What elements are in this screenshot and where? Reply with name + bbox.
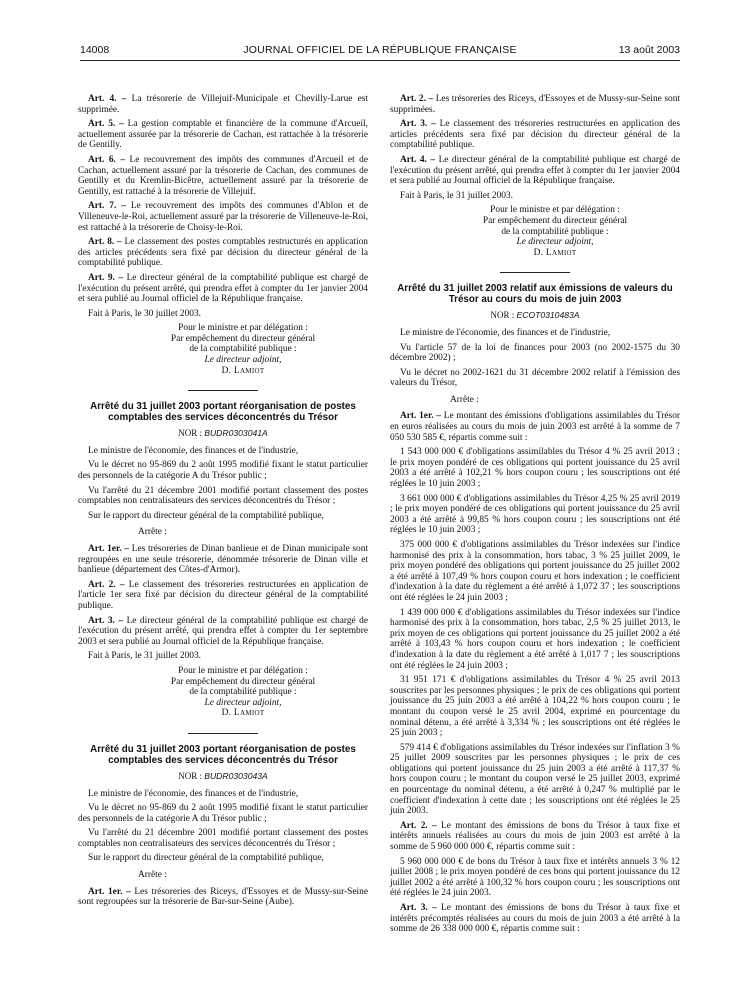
signature-line: Par empêchement du directeur général bbox=[170, 333, 316, 344]
article-label: Art. 5. – bbox=[88, 119, 124, 130]
signature-line: Pour le ministre et par délégation : bbox=[490, 205, 620, 216]
preamble: Sur le rapport du directeur général de la comptabilité publique, bbox=[88, 510, 324, 521]
signatory-title: Le directeur adjoint, bbox=[516, 237, 594, 248]
article-text: Les trésoreries de Dinan banlieue et de Dinan municipale sont regroupées en une seule trésorerie, dénommée trésorerie de Dinan ville et banlieue (département des Côtes-d'Armor). bbox=[78, 544, 369, 576]
issue-date: 13 août 2003 bbox=[618, 44, 680, 56]
article-label: Art. 4. – bbox=[400, 154, 436, 165]
preamble: Le ministre de l'économie, des finances et de l'industrie, bbox=[88, 788, 299, 799]
article-text: Le classement des trésoreries restructurées en application des articles précédents sera fixé par décision du directeur général de la comptabilité publique. bbox=[390, 119, 680, 151]
signing-place-date: Fait à Paris, le 31 juillet 2003. bbox=[88, 651, 202, 662]
journal-title: JOURNAL OFFICIEL DE LA RÉPUBLIQUE FRANÇAISE bbox=[243, 44, 517, 56]
nor-reference bbox=[78, 428, 368, 439]
article-text: Le directeur général de la comptabilité publique est chargé de l'exécution du présent arrêté, qui prendra effet à compter du 1er janvier 2004 et sera publié au Journal officiel de la République française. bbox=[390, 154, 680, 187]
decree-title: Arrêté du 31 juillet 2003 relatif aux émissions de valeurs du Trésor au cours du mois de juin 2003 bbox=[397, 283, 673, 306]
article-5 bbox=[78, 119, 368, 151]
preamble: Vu l'arrêté du 21 décembre 2001 modifié portant classement des postes comptables non centralisateurs des services déconcentrés du Trésor ; bbox=[78, 828, 368, 849]
article-label: Art. 2. – bbox=[88, 579, 125, 590]
article-text: Le recouvrement des impôts des communes d'Arcueil et de Cachan, actuellement assuré par la trésorerie de Cachan, des communes de Gentilly et du Kremlin-Bicêtre, actuellement assuré par la trésorerie de Gentilly, est rattaché à la trésorerie de Villejuif. bbox=[78, 154, 368, 197]
preamble: Vu le décret no 2002-1621 du 31 décembre 2002 relatif à l'émission des valeurs du Trésor, bbox=[390, 367, 680, 389]
article-1 bbox=[390, 411, 680, 443]
page-header bbox=[80, 44, 680, 61]
article-label: Art. 4. – bbox=[88, 94, 127, 104]
emission-item: 5 960 000 000 € de bons du Trésor à taux fixe et intérêts annuels 3 % 12 juillet 2008 ; le prix moyen pondéré de ces bons qui portent jouissance du 12 juillet 2002 a été arrêté à 100,32 % hors coupon couru ; les souscriptions ont été réglées le 24 juin 2003. bbox=[390, 856, 680, 899]
signatory-name: D. Lamiot bbox=[221, 708, 265, 719]
article-3 bbox=[390, 119, 680, 151]
article-label: Art. 1er. – bbox=[400, 411, 441, 422]
article-6 bbox=[78, 155, 368, 197]
right-column bbox=[390, 94, 680, 939]
article-label: Art. 3. – bbox=[88, 615, 124, 626]
article-4 bbox=[78, 94, 368, 115]
arrete-heading: Arrête : bbox=[138, 527, 167, 538]
article-1 bbox=[78, 544, 368, 576]
article-4 bbox=[390, 155, 680, 187]
nor-reference bbox=[390, 310, 680, 321]
nor-reference bbox=[78, 771, 368, 782]
article-text: Les trésoreries des Riceys, d'Essoyes et de Mussy-sur-Seine sont supprimées. bbox=[390, 94, 680, 115]
preamble: Le ministre de l'économie, des finances et de l'industrie, bbox=[400, 327, 611, 338]
signatory-name: D. Lamiot bbox=[533, 247, 577, 258]
section-divider bbox=[188, 733, 258, 734]
preamble: Sur le rapport du directeur général de la comptabilité publique, bbox=[88, 853, 324, 864]
article-label: Art. 1er. – bbox=[88, 544, 129, 554]
article-text: Le montant des émissions de bons du Trésor à taux fixe et intérêts annuels réalisées au cours du mois de juin 2003 est arrêté à la somme de 5 960 000 000 €, répartis comme suit : bbox=[390, 820, 681, 853]
page-number: 14008 bbox=[80, 44, 110, 56]
article-text: Les trésoreries des Riceys, d'Essoyes et de Mussy-sur-Seine sont regroupées sur la trésorerie de Bar-sur-Seine (Aube). bbox=[78, 886, 368, 908]
article-text: Le montant des émissions d'obligations assimilables du Trésor en euros réalisées au cours du mois de juin 2003 est arrêté à la somme de 7 050 530 585 €, répartis comme suit : bbox=[390, 411, 680, 443]
article-text: La gestion comptable et financière de la commune d'Arcueil, actuellement assurée par la trésorerie de Cachan, est rattachée à la trésorerie de Gentilly. bbox=[78, 119, 369, 151]
preamble: Vu le décret no 95-869 du 2 août 1995 modifié fixant le statut particulier des personnels de la catégorie A du Trésor public ; bbox=[78, 803, 368, 824]
arrete-heading: Arrête : bbox=[138, 870, 167, 881]
article-2 bbox=[78, 580, 368, 612]
article-label: Art. 8. – bbox=[88, 237, 122, 248]
left-column bbox=[78, 94, 368, 912]
article-text: Le directeur général de la comptabilité publique est chargé de l'exécution du présent arrêté, qui prendra effet à compter du 1er janvier 2004 et sera publié au Journal officiel de la République française. bbox=[78, 272, 368, 305]
article-7 bbox=[78, 201, 368, 233]
signatory-title: Le directeur adjoint, bbox=[204, 697, 282, 708]
article-3 bbox=[390, 903, 680, 935]
nor-code: BUDR0303041A bbox=[204, 428, 268, 439]
article-label: Art. 1er. – bbox=[88, 886, 131, 897]
article-text: Le classement des postes comptables restructurés en application des articles précédents sera fixé par décision du directeur général de la comptabilité publique. bbox=[78, 237, 368, 269]
decree-title: Arrêté du 31 juillet 2003 portant réorganisation de postes comptables des services déconcentrés du Trésor bbox=[90, 401, 356, 424]
emission-item: 1 439 000 000 € d'obligations assimilables du Trésor indexées sur l'indice harmonisé des prix à la consommation, hors tabac, 2,5 % 25 juillet 2013, le prix moyen de ces obligations qui portent jouissance du 25 juillet 2002 a été arrêté à 103,43 % hors coupon couru et hors indexation ; le coefficient d'indexation à la date du règlement a été arrêté à 1,017 7 ; les souscriptions ont été réglées le 24 juin 2003 ; bbox=[390, 607, 680, 671]
signing-place-date: Fait à Paris, le 30 juillet 2003. bbox=[88, 308, 202, 319]
nor-code: ECOT0310483A bbox=[516, 310, 580, 321]
article-label: Art. 6. – bbox=[88, 154, 126, 165]
preamble: Vu l'article 57 de la loi de finances pour 2003 (no 2002-1575 du 30 décembre 2002) ; bbox=[390, 342, 680, 364]
signature-line: Par empêchement du directeur général bbox=[482, 215, 628, 226]
signature-line: Pour le ministre et par délégation : bbox=[178, 665, 308, 676]
section-divider bbox=[188, 390, 258, 391]
article-label: Art. 2. – bbox=[400, 94, 434, 104]
signature-line: de la comptabilité publique : bbox=[189, 344, 297, 355]
article-9 bbox=[78, 273, 368, 305]
article-label: Art. 3. – bbox=[400, 119, 436, 130]
signature-line: de la comptabilité publique : bbox=[189, 687, 297, 698]
article-text: Le directeur général de la comptabilité publique est chargé de l'exécution du présent arrêté, qui prendra effet à compter du 1er septembre 2003 et sera publié au Journal officiel de la République française. bbox=[78, 615, 368, 647]
signing-place-date: Fait à Paris, le 31 juillet 2003. bbox=[400, 190, 514, 201]
signatory-title: Le directeur adjoint, bbox=[204, 355, 282, 366]
article-text: Le classement des trésoreries restructurées en application de l'article 1er sera fixé par décision du directeur général de la comptabilité publique. bbox=[78, 579, 368, 611]
article-label: Art. 3. – bbox=[400, 903, 437, 913]
emission-item: 3 661 000 000 € d'obligations assimilables du Trésor 4,25 % 25 avril 2019 ; le prix moyen pondéré de ces obligations qui portent jouissance du 25 avril 2003 a été arrêté à 99,85 % hors coupon couru ; les souscriptions ont été réglées le 10 juin 2003 ; bbox=[390, 493, 680, 536]
article-label: Art. 7. – bbox=[88, 201, 126, 212]
decree-title: Arrêté du 31 juillet 2003 portant réorganisation de postes comptables des services déconcentrés du Trésor bbox=[90, 743, 356, 766]
emission-item: 375 000 000 € d'obligations assimilables du Trésor indexées sur l'indice harmonisé des prix à la consommation, hors tabac, 3 % 25 juillet 2009, le prix moyen pondéré des obligations qui portent jouissance du 25 juillet 2002 a été arrêté à 107,49 % hors coupon couru et hors indexation ; le coefficient d'indexation à la date du règlement a été arrêté à 1,072 37 ; les souscriptions ont été réglées le 24 juin 2003 ; bbox=[390, 540, 680, 603]
signature-line: Par empêchement du directeur général bbox=[170, 676, 316, 687]
article-2 bbox=[390, 94, 680, 115]
nor-label: NOR : bbox=[490, 310, 515, 321]
nor-code: BUDR0303043A bbox=[204, 770, 268, 781]
preamble: Vu le décret no 95-869 du 2 août 1995 modifié fixant le statut particulier des personnels de la catégorie A du Trésor public ; bbox=[78, 460, 368, 482]
signature-line: de la comptabilité publique : bbox=[501, 226, 609, 237]
article-label: Art. 2. – bbox=[400, 820, 437, 831]
emission-item: 31 951 171 € d'obligations assimilables du Trésor 4 % 25 avril 2013 souscrites par les personnes physiques ; le prix de ces obligations qui portent jouissance du 25 juin 2003 a été arrêté à 104,22 % hors coupon couru ; le montant du coupon versé le 25 avril 2004, exprimé en pourcentage du nominal détenu, a été arrêté à 3,334 % ; les souscriptions ont été réglées le 25 juin 2003 ; bbox=[390, 675, 680, 739]
article-1 bbox=[78, 887, 368, 908]
article-text: La trésorerie de Villejuif-Municipale et Chevilly-Larue est supprimée. bbox=[78, 94, 368, 115]
nor-label: NOR : bbox=[178, 428, 202, 439]
preamble: Le ministre de l'économie, des finances et de l'industrie, bbox=[88, 445, 299, 456]
nor-label: NOR : bbox=[178, 770, 202, 781]
signature-line: Pour le ministre et par délégation : bbox=[178, 323, 308, 334]
article-text: Le montant des émissions de bons du Trésor à taux fixe et intérêts précomptés réalisées au cours du mois de juin 2003 a été arrêté à la somme de 26 338 000 000 €, répartis comme suit : bbox=[390, 903, 681, 935]
article-label: Art. 9. – bbox=[88, 272, 124, 283]
article-2 bbox=[390, 821, 680, 853]
emission-item: 579 414 € d'obligations assimilables du Trésor indexées sur l'inflation 3 % 25 juillet 2009 souscrites par les personnes physiques ; le prix de ces obligations qui portent jouissance du 25 juin 2003 a été arrêté à 117,37 % hors coupon couru ; le montant du coupon versé le 25 juillet 2003, exprimé en pourcentage du nominal détenu, a été arrêté à 0,247 % multiplié par le coefficient d'indexation à cette date ; les souscriptions ont été réglées le 25 juin 2003. bbox=[390, 742, 680, 817]
article-3 bbox=[78, 616, 368, 648]
signatory-name: D. Lamiot bbox=[221, 365, 265, 376]
section-divider bbox=[500, 272, 570, 273]
article-8 bbox=[78, 237, 368, 269]
preamble: Vu l'arrêté du 21 décembre 2001 modifié portant classement des postes comptables non centralisateurs des services déconcentrés du Trésor ; bbox=[78, 485, 368, 507]
arrete-heading: Arrête : bbox=[450, 394, 479, 405]
article-text: Le recouvrement des impôts des communes d'Ablon et de Villeneuve-le-Roi, actuellement assuré par la trésorerie de Villeneuve-le-Roi, est rattaché à la trésorerie de Choisy-le-Roi. bbox=[78, 201, 368, 233]
emission-item: 1 543 000 000 € d'obligations assimilables du Trésor 4 % 25 avril 2013 ; le prix moyen pondéré de ces obligations qui portent jouissance du 25 avril 2003 a été arrêté à 102,21 % hors coupon couru ; les souscriptions ont été réglées le 10 juin 2003 ; bbox=[390, 447, 680, 490]
